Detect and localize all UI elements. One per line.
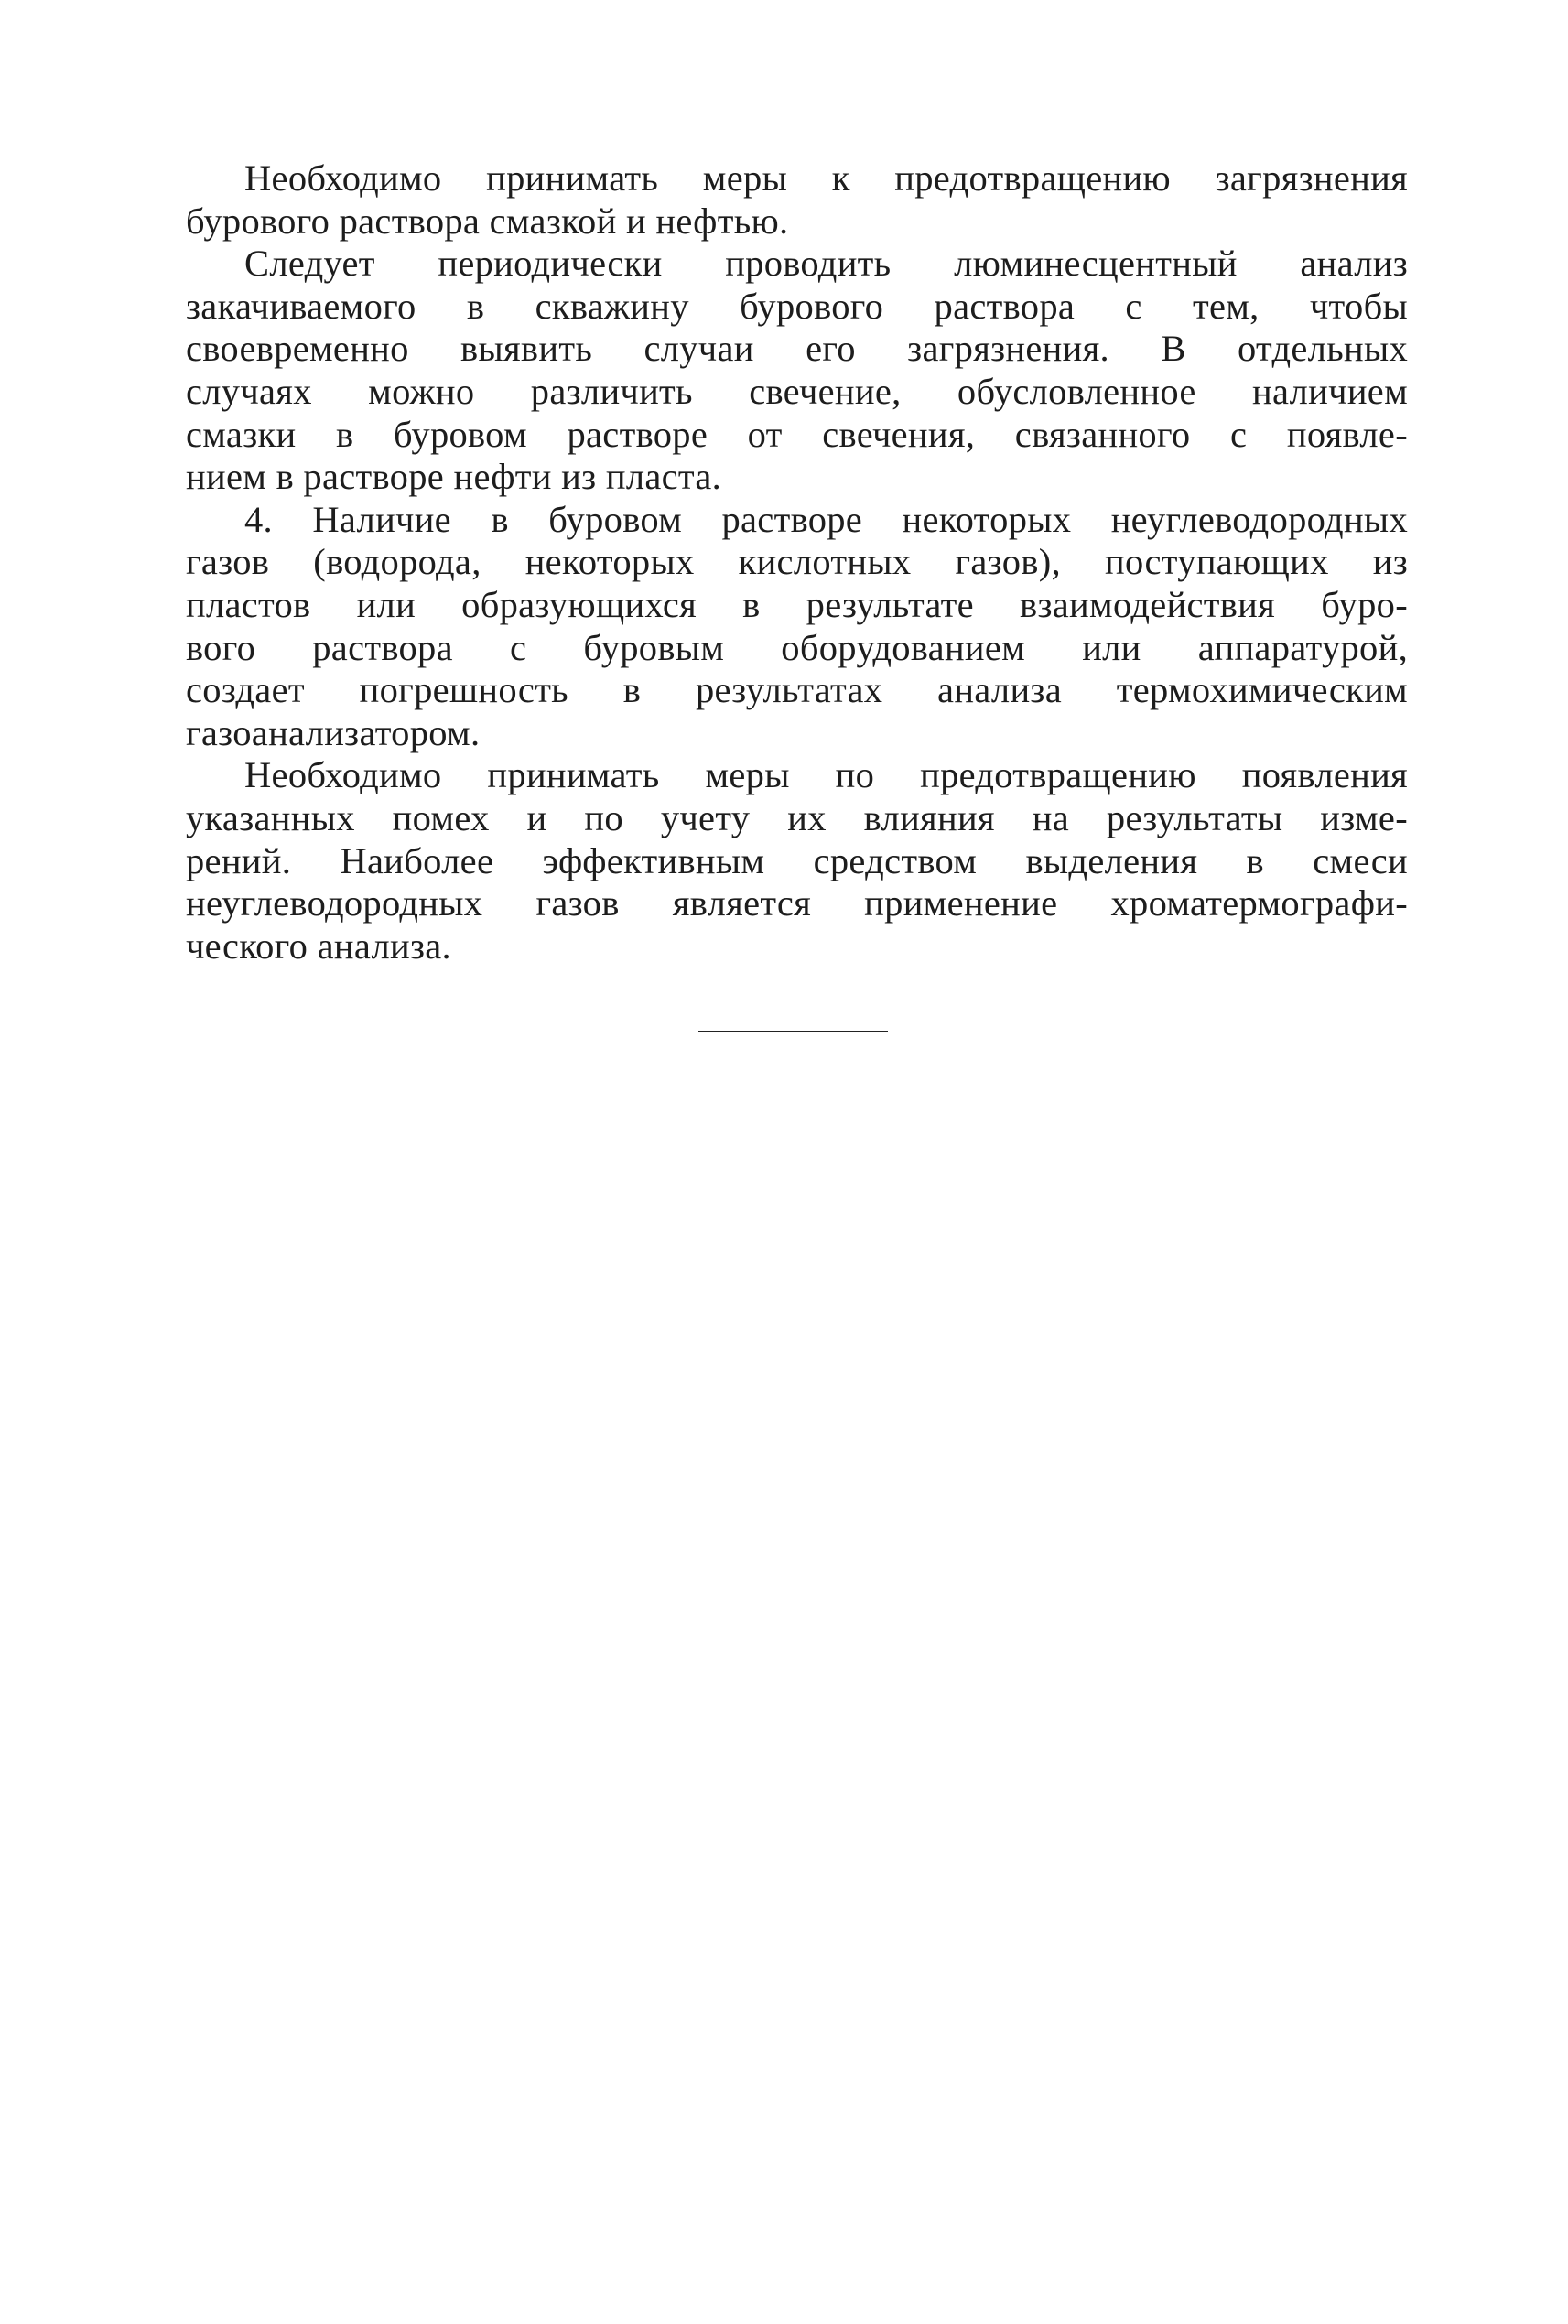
- text-line: бурового раствора смазкой и нефтью.: [186, 200, 789, 242]
- text-line: газов (водорода, некоторых кислотных газов), поступающих из: [186, 541, 1408, 583]
- section-divider: [698, 1031, 888, 1032]
- text-line: вого раствора с буровым оборудованием или аппаратурой,: [186, 626, 1408, 668]
- text-line: своевременно выявить случаи его загрязнения. В отдельных: [186, 328, 1408, 370]
- text-line: нием в растворе нефти из пласта.: [186, 456, 722, 498]
- body-text: [186, 157, 1408, 967]
- text-line: ческого анализа.: [186, 924, 451, 967]
- text-line: случаях можно различить свечение, обусловленное наличием: [186, 370, 1408, 412]
- text-line: указанных помех и по учету их влияния на результаты изме-: [186, 796, 1408, 838]
- text-line: неуглеводородных газов является применение хроматермографи-: [186, 882, 1408, 924]
- text-line: рений. Наиболее эффективным средством выделения в смеси: [186, 839, 1408, 881]
- text-line: Необходимо принимать меры по предотвращению появления: [244, 754, 1408, 796]
- text-line: пластов или образующихся в результате взаимодействия буро-: [186, 583, 1408, 625]
- text-line: создает погрешность в результатах анализа термохимическим: [186, 669, 1408, 711]
- text-line: смазки в буровом растворе от свечения, связанного с появле-: [186, 413, 1408, 455]
- text-line: Необходимо принимать меры к предотвращению загрязнения: [244, 157, 1408, 199]
- text-line: 4. Наличие в буровом растворе некоторых неуглеводородных: [244, 498, 1408, 540]
- text-line: закачиваемого в скважину бурового раствора с тем, чтобы: [186, 285, 1408, 327]
- text-line: газоанализатором.: [186, 711, 481, 753]
- text-line: Следует периодически проводить люминесцентный анализ: [244, 243, 1408, 285]
